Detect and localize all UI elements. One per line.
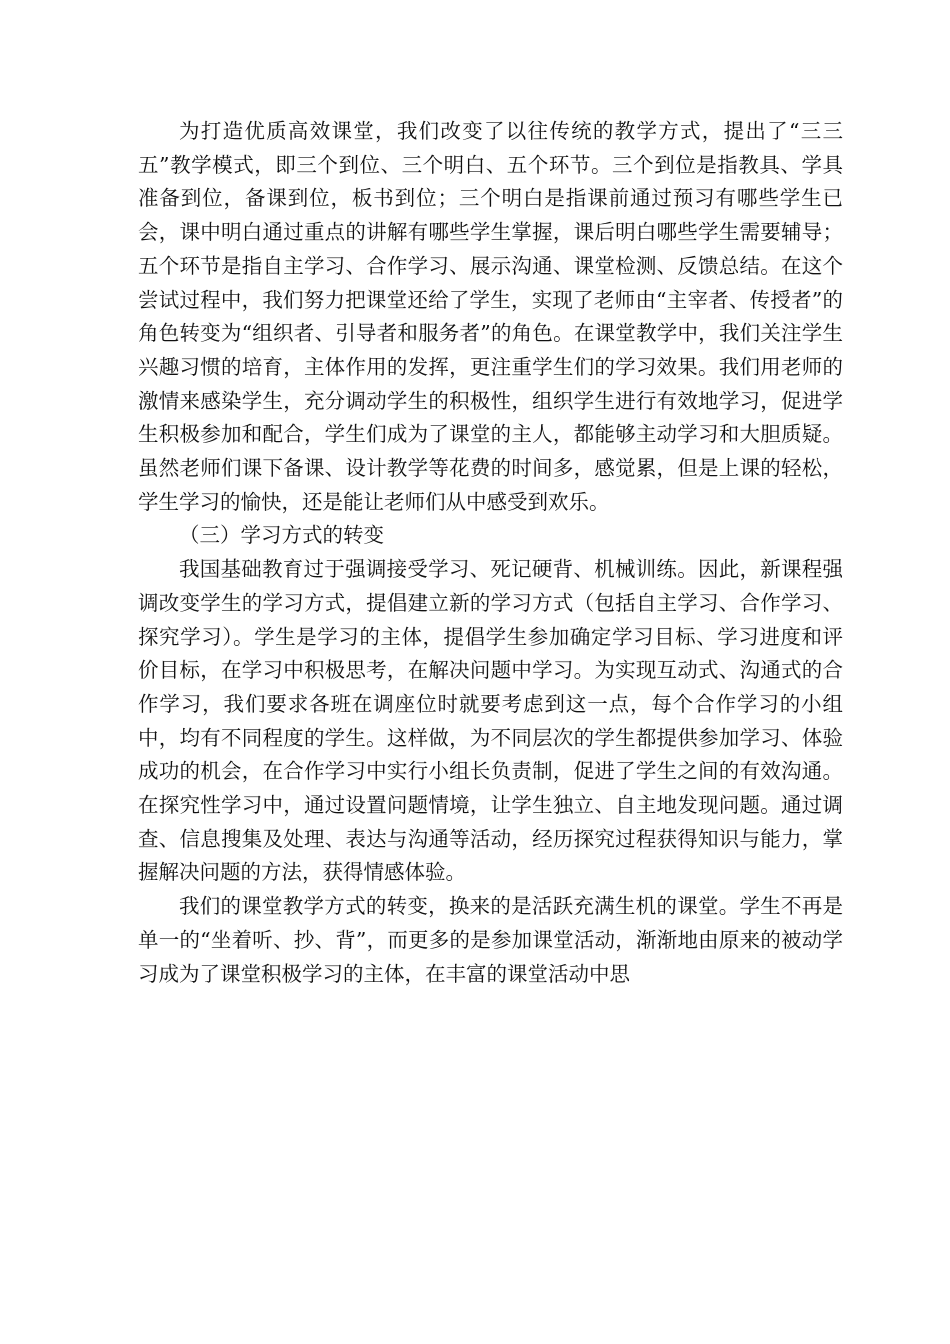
paragraph-teaching-model: 为打造优质高效课堂，我们改变了以往传统的教学方式，提出了“三三五”教学模式，即三个到位、三个明白、五个环节。三个到位是指教具、学具准备到位，备课到位，板书到位；三个明白是指课前通过预习有哪些学生已会，课中明白通过重点的讲解有哪些学生掌握，课后明白哪些学生需要辅导；五个环节是指自主学习、合作学习、展示沟通、课堂检测、反馈总结。在这个尝试过程中，我们努力把课堂还给了学生，实现了老师由“主宰者、传授者”的角色转变为“组织者、引导者和服务者”的角色。在课堂教学中，我们关注学生兴趣习惯的培育，主体作用的发挥，更注重学生们的学习效果。我们用老师的激情来感染学生，充分调动学生的积极性，组织学生进行有效地学习，促进学生积极参加和配合，学生们成为了课堂的主人，都能够主动学习和大胆质疑。虽然老师们课下备课、设计教学等花费的时间多，感觉累，但是上课的轻松，学生学习的愉快，还是能让老师们从中感受到欢乐。 [138,119,843,514]
section-heading-learning-style: （三）学习方式的转变 [179,523,384,548]
paragraph-classroom-change: 我们的课堂教学方式的转变，换来的是活跃充满生机的课堂。学生不再是单一的“坐着听、抄、背”，而更多的是参加课堂活动，渐渐地由原来的被动学习成为了课堂积极学习的主体，在丰富的课堂活动中思 [138,894,843,986]
paragraph-learning-style: 我国基础教育过于强调接受学习、死记硬背、机械训练。因此，新课程强调改变学生的学习方式，提倡建立新的学习方式（包括自主学习、合作学习、探究学习）。学生是学习的主体，提倡学生参加确定学习目标、学习进度和评价目标，在学习中积极思考，在解决问题中学习。为实现互动式、沟通式的合作学习，我们要求各班在调座位时就要考虑到这一点，每个合作学习的小组中，均有不同程度的学生。这样做，为不同层次的学生都提供参加学习、体验成功的机会，在合作学习中实行小组长负责制，促进了学生之间的有效沟通。在探究性学习中，通过设置问题情境，让学生独立、自主地发现问题。通过调查、信息搜集及处理、表达与沟通等活动，经历探究过程获得知识与能力，掌握解决问题的方法，获得情感体验。 [138,557,843,885]
document-body [138,115,843,991]
